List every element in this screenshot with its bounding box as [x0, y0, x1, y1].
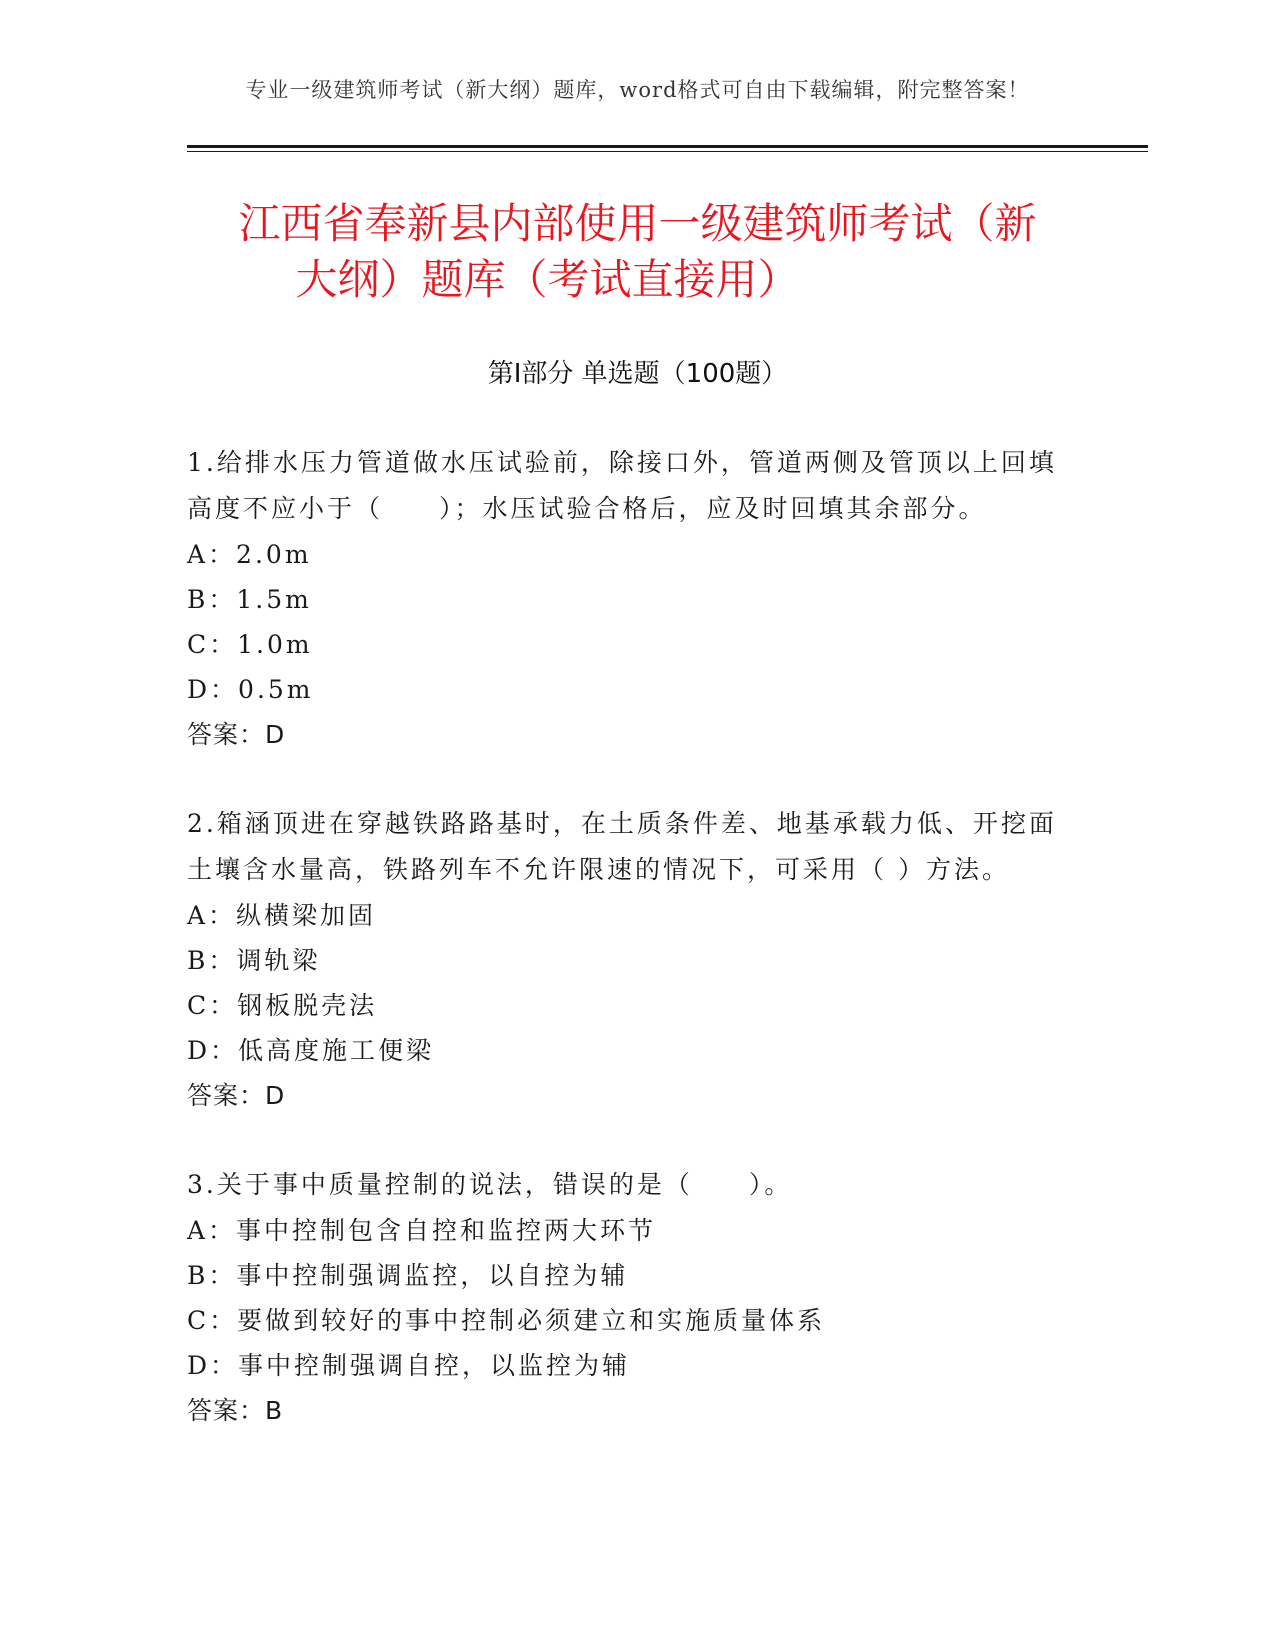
answer: 答案：D [187, 1081, 286, 1110]
option-d: D：事中控制强调自控，以监控为辅 [187, 1351, 631, 1380]
option-a: A：事中控制包含自控和监控两大环节 [187, 1216, 657, 1245]
question-3 [187, 1162, 1067, 1433]
option-a: A：2.0m [187, 540, 312, 569]
question-stem: 1.给排水压力管道做水压试验前，除接口外，管道两侧及管顶以上回填高度不应小于（ ）；水压试验合格后，应及时回填其余部分。 [187, 448, 1057, 523]
option-a: A：纵横梁加固 [187, 901, 377, 930]
question-list [187, 440, 1067, 1477]
option-d: D：低高度施工便梁 [187, 1036, 435, 1065]
option-c: C：要做到较好的事中控制必须建立和实施质量体系 [187, 1306, 826, 1335]
option-b: B：1.5m [187, 585, 312, 614]
header-divider-thin [187, 151, 1148, 152]
question-1 [187, 440, 1067, 757]
answer: 答案：D [187, 720, 286, 749]
answer: 答案：B [187, 1396, 284, 1425]
option-c: C：钢板脱壳法 [187, 991, 378, 1020]
option-d: D：0.5m [187, 675, 314, 704]
question-stem: 2.箱涵顶进在穿越铁路路基时，在土质条件差、地基承载力低、开挖面土壤含水量高，铁路列车不允许限速的情况下，可采用（ ）方法。 [187, 809, 1057, 884]
document-title-line-1: 江西省奉新县内部使用一级建筑师考试（新 [238, 199, 1037, 248]
option-b: B：调轨梁 [187, 946, 321, 975]
section-heading: 第Ⅰ部分 单选题（100题） [487, 359, 788, 389]
question-2 [187, 801, 1067, 1118]
document-title-line-2: 大纲）题库（考试直接用） [295, 255, 800, 304]
header-divider-thick [187, 145, 1148, 148]
option-b: B：事中控制强调监控，以自控为辅 [187, 1261, 629, 1290]
question-stem: 3.关于事中质量控制的说法，错误的是（ ）。 [187, 1170, 793, 1199]
header-note: 专业一级建筑师考试（新大纲）题库，word格式可自由下载编辑，附完整答案！ [245, 78, 1030, 102]
document-title [0, 196, 1275, 308]
option-c: C：1.0m [187, 630, 313, 659]
